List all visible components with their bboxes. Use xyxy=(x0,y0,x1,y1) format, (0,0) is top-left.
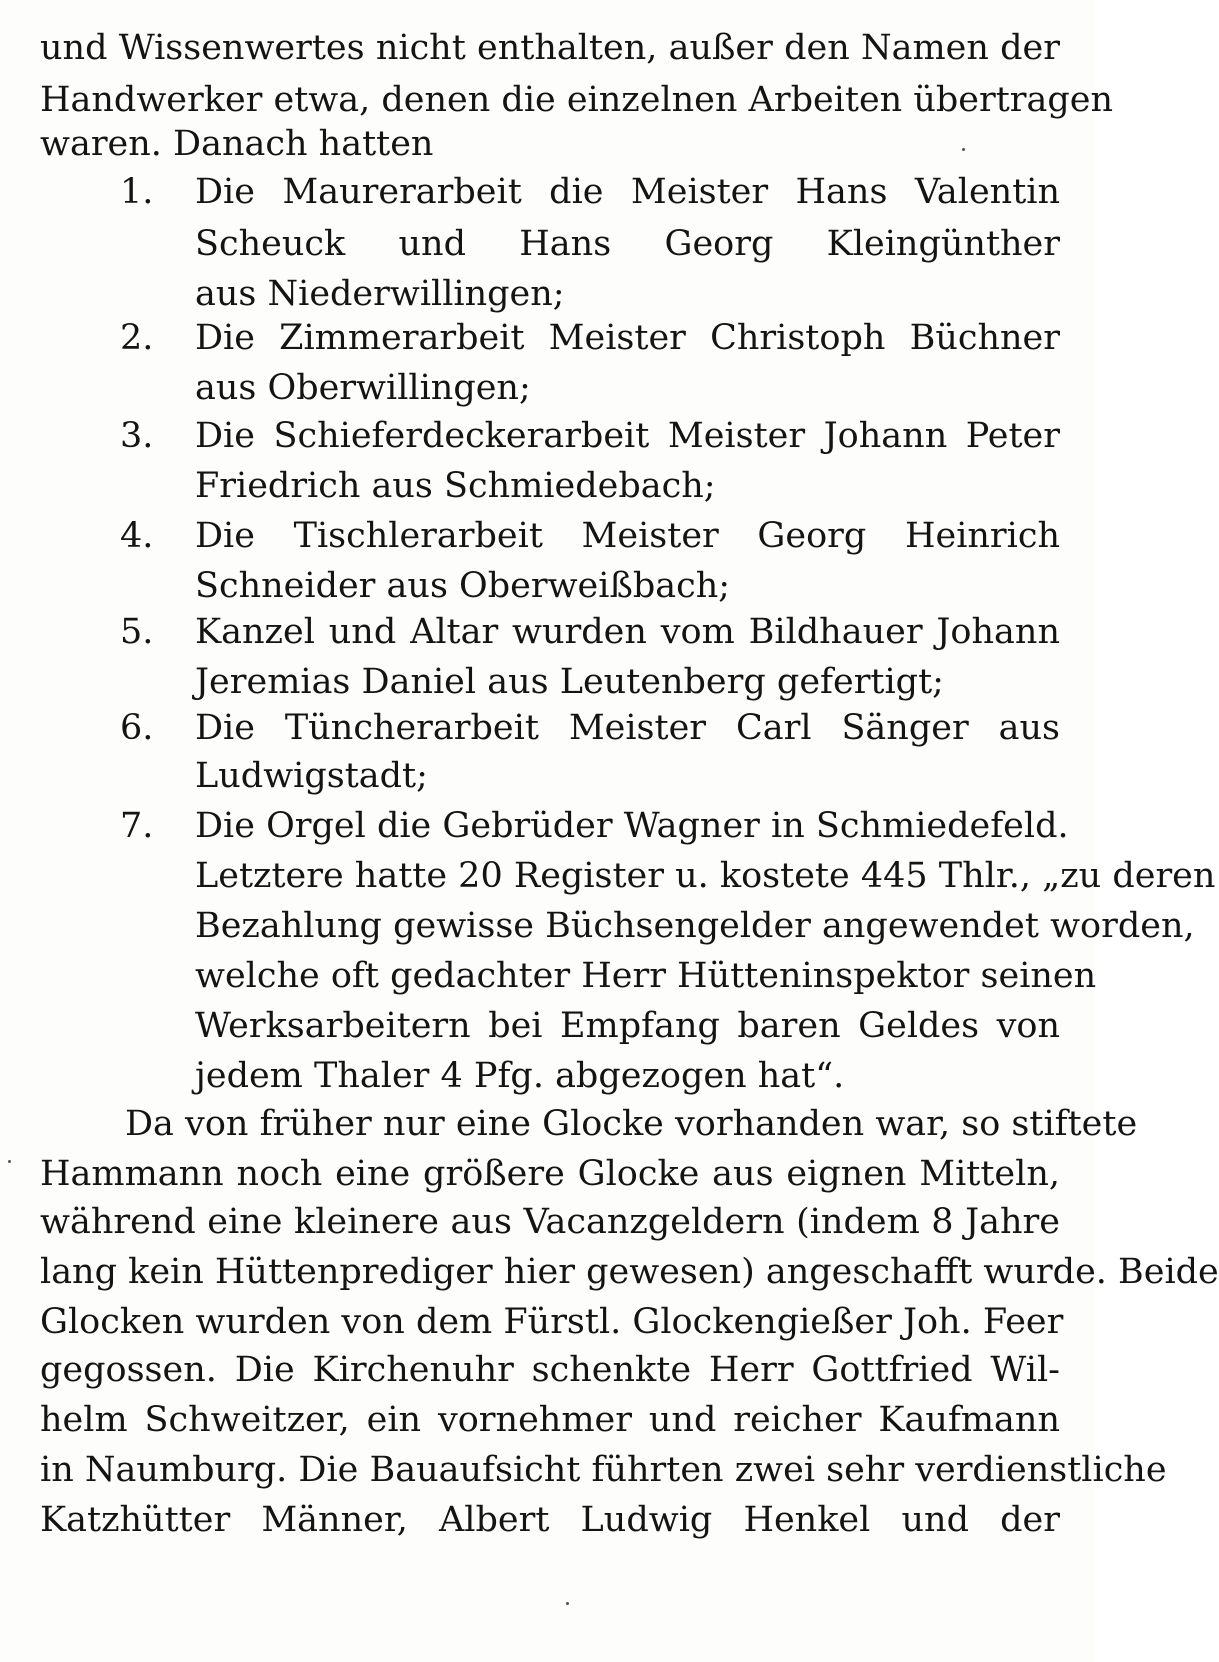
list-item-line: Die Zimmerarbeit Meister Christoph Büchner xyxy=(195,318,1060,358)
list-number: 7. xyxy=(120,806,154,846)
scan-speck xyxy=(566,1602,569,1605)
list-item-line: Bezahlung gewisse Büchsengelder angewendet worden, xyxy=(195,906,1195,946)
paragraph-line: in Naumburg. Die Bauaufsicht führten zwei sehr verdienstliche xyxy=(40,1450,1167,1490)
text-line: waren. Danach hatten xyxy=(40,124,434,164)
paragraph-line: während eine kleinere aus Vacanzgeldern (indem 8 Jahre xyxy=(40,1202,1060,1242)
paragraph-line: Hammann noch eine größere Glocke aus eignen Mitteln, xyxy=(40,1154,1060,1194)
text-line: Handwerker etwa, denen die einzelnen Arbeiten übertragen xyxy=(40,80,1114,120)
list-item-line: Friedrich aus Schmiedebach; xyxy=(195,466,716,506)
list-item-line: welche oft gedachter Herr Hütteninspektor seinen xyxy=(195,956,1097,996)
list-item-line: Werksarbeitern bei Empfang baren Geldes von xyxy=(195,1006,1060,1046)
list-item-line: Die Tischlerarbeit Meister Georg Heinrich xyxy=(195,516,1060,556)
paragraph-line: Katzhütter Männer, Albert Ludwig Henkel und der xyxy=(40,1500,1060,1540)
list-number: 6. xyxy=(120,708,154,748)
list-item-line: Jeremias Daniel aus Leutenberg gefertigt; xyxy=(195,662,944,702)
paragraph-line: gegossen. Die Kirchenuhr schenkte Herr Gottfried Wil- xyxy=(40,1350,1060,1390)
scan-speck xyxy=(8,1160,11,1163)
list-number: 2. xyxy=(120,318,154,358)
list-item-line: Schneider aus Oberweißbach; xyxy=(195,566,731,606)
list-number: 4. xyxy=(120,516,154,556)
list-item-line: Die Schieferdeckerarbeit Meister Johann Peter xyxy=(195,416,1060,456)
paragraph-line: Glocken wurden von dem Fürstl. Glockengießer Joh. Feer xyxy=(40,1302,1064,1342)
list-item-line: jedem Thaler 4 Pfg. abgezogen hat“. xyxy=(195,1056,845,1096)
list-item-line: Letztere hatte 20 Register u. kostete 445 Thlr., „zu deren xyxy=(195,856,1216,896)
list-item-line: Die Orgel die Gebrüder Wagner in Schmiedefeld. xyxy=(195,806,1069,846)
list-item-line: Scheuck und Hans Georg Kleingünther xyxy=(195,224,1060,264)
text-line: und Wissenwertes nicht enthalten, außer den Namen der xyxy=(40,28,1060,68)
paragraph-line: Da von früher nur eine Glocke vorhanden war, so stiftete xyxy=(125,1104,1138,1144)
list-number: 1. xyxy=(120,172,154,212)
list-number: 3. xyxy=(120,416,154,456)
list-item-line: Ludwigstadt; xyxy=(195,756,428,796)
list-item-line: Kanzel und Altar wurden vom Bildhauer Johann xyxy=(195,612,1060,652)
list-item-line: Die Tüncherarbeit Meister Carl Sänger aus xyxy=(195,708,1060,748)
paragraph-line: helm Schweitzer, ein vornehmer und reicher Kaufmann xyxy=(40,1400,1060,1440)
paragraph-line: lang kein Hüttenprediger hier gewesen) angeschafft wurde. Beide xyxy=(40,1252,1219,1292)
list-item-line: aus Niederwillingen; xyxy=(195,274,565,314)
list-item-line: aus Oberwillingen; xyxy=(195,368,531,408)
list-item-line: Die Maurerarbeit die Meister Hans Valentin xyxy=(195,172,1060,212)
scan-speck xyxy=(962,148,965,151)
list-number: 5. xyxy=(120,612,154,652)
